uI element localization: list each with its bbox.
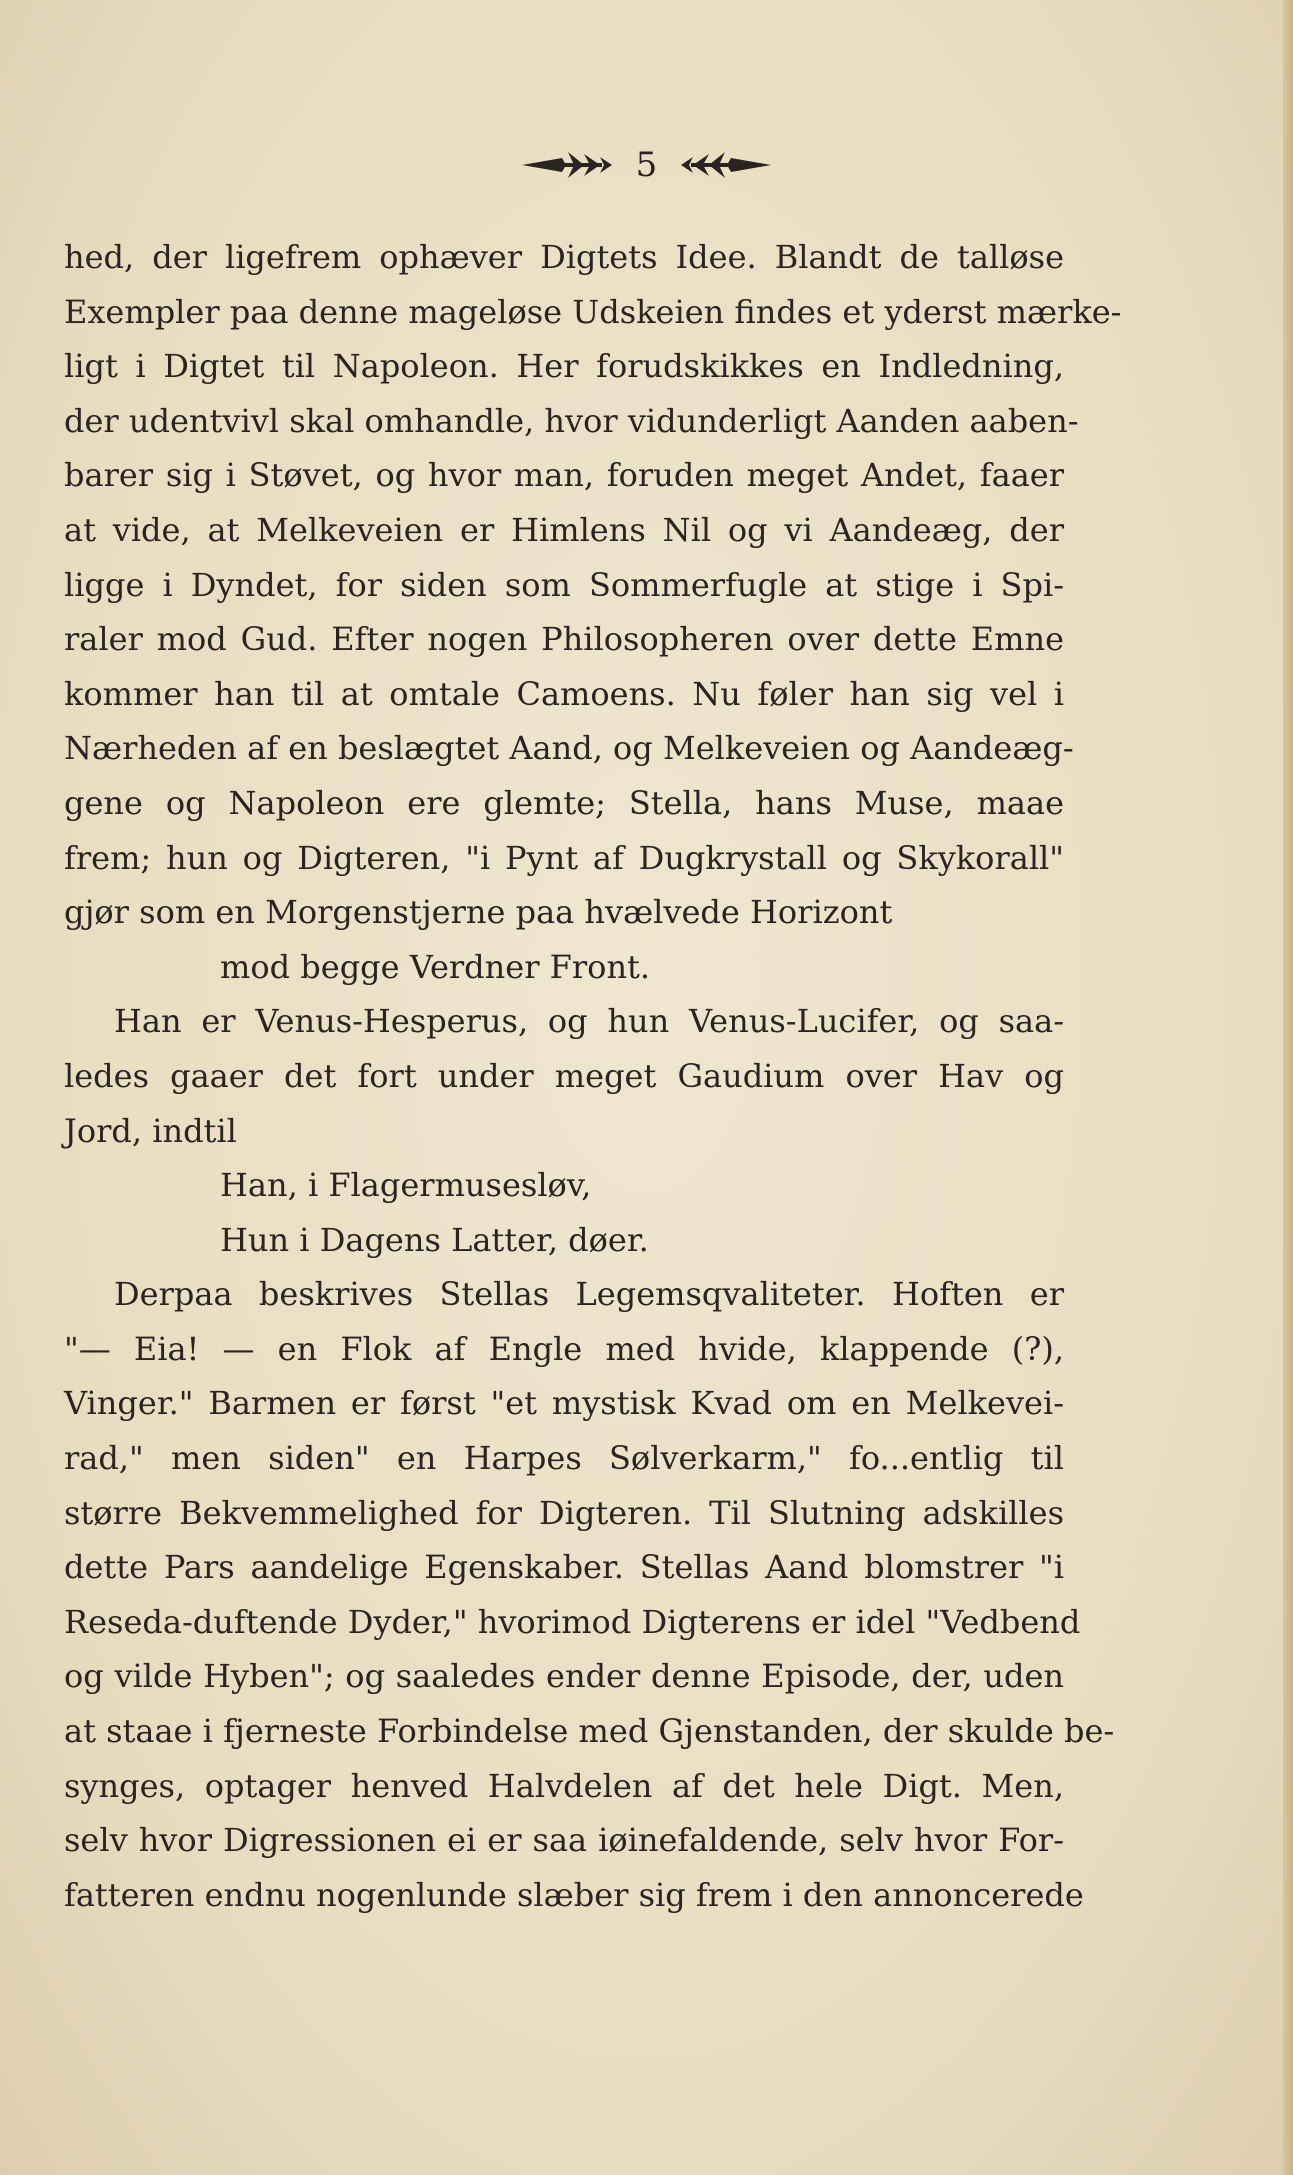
- text-line: der udentvivl skal omhandle, hvor vidunderligt Aanden aaben-: [64, 401, 1079, 440]
- text-line: ligge i Dyndet, for siden som Sommerfugle at stige i Spi-: [64, 565, 1064, 604]
- text-line: hed, der ligefrem ophæver Digtets Idee. Blandt de talløse: [64, 238, 1064, 276]
- text-line: Exempler paa denne mageløse Udskeien findes et yderst mærke-: [64, 292, 1122, 331]
- verse-line: mod begge Verdner Front.: [220, 947, 651, 986]
- verse-line: Han, i Flagermusesløv,: [220, 1166, 592, 1205]
- text-line: Nærheden af en beslægtet Aand, og Melkeveien og Aandeæg-: [64, 729, 1074, 768]
- page-number: 5: [635, 145, 658, 185]
- text-line: fatteren endnu nogenlunde slæber sig frem i den annoncerede: [64, 1875, 1084, 1914]
- right-ornament-icon: [679, 148, 771, 182]
- text-line: kommer han til at omtale Camoens. Nu føler han sig vel i: [64, 674, 1064, 713]
- text-line: at vide, at Melkeveien er Himlens Nil og vi Aandeæg, der: [64, 510, 1064, 549]
- text-line: "— Eia! — en Flok af Engle med hvide, klappende (?),: [64, 1329, 1064, 1368]
- text-line: gjør som en Morgenstjerne paa hvælvede Horizont: [64, 893, 893, 932]
- text-line: raler mod Gud. Efter nogen Philosopheren over dette Emne: [64, 620, 1064, 659]
- text-line: Han er Venus-Hesperus, og hun Venus-Lucifer, og saa-: [114, 1002, 1064, 1041]
- text-line: Jord, indtil: [64, 1111, 237, 1150]
- text-line: synges, optager henved Halvdelen af det hele Digt. Men,: [64, 1766, 1064, 1805]
- text-line: dette Pars aandelige Egenskaber. Stellas Aand blomstrer "i: [64, 1548, 1064, 1587]
- text-line: Reseda-duftende Dyder," hvorimod Digterens er idel "Vedbend: [64, 1602, 1081, 1641]
- text-line: frem; hun og Digteren, "i Pynt af Dugkrystall og Skykorall": [64, 838, 1064, 877]
- text-line: at staae i fjerneste Forbindelse med Gjenstanden, der skulde be-: [64, 1712, 1115, 1751]
- body-text: [64, 230, 1122, 1922]
- text-line: større Bekvemmelighed for Digteren. Til Slutning adskilles: [64, 1493, 1064, 1532]
- text-line: Vinger." Barmen er først "et mystisk Kvad om en Melkevei-: [64, 1384, 1064, 1423]
- left-ornament-icon: [522, 148, 614, 182]
- text-line: og vilde Hyben"; og saaledes ender denne Episode, der, uden: [64, 1657, 1064, 1696]
- text-line: selv hvor Digressionen ei er saa iøinefaldende, selv hvor For-: [64, 1821, 1064, 1860]
- text-line: gene og Napoleon ere glemte; Stella, hans Muse, maae: [64, 783, 1064, 822]
- text-line: rad," men siden" en Harpes Sølverkarm," fo...entlig til: [64, 1439, 1064, 1478]
- text-line: ligt i Digtet til Napoleon. Her forudskikkes en Indledning,: [64, 347, 1064, 386]
- text-line: ledes gaaer det fort under meget Gaudium over Hav og: [64, 1056, 1064, 1095]
- text-line: Derpaa beskrives Stellas Legemsqvaliteter. Hoften er: [114, 1275, 1064, 1314]
- verse-line: Hun i Dagens Latter, døer.: [220, 1220, 649, 1259]
- page-header: [0, 135, 1293, 195]
- text-line: barer sig i Støvet, og hvor man, foruden meget Andet, faaer: [64, 456, 1064, 495]
- page-edge: [1283, 0, 1293, 2175]
